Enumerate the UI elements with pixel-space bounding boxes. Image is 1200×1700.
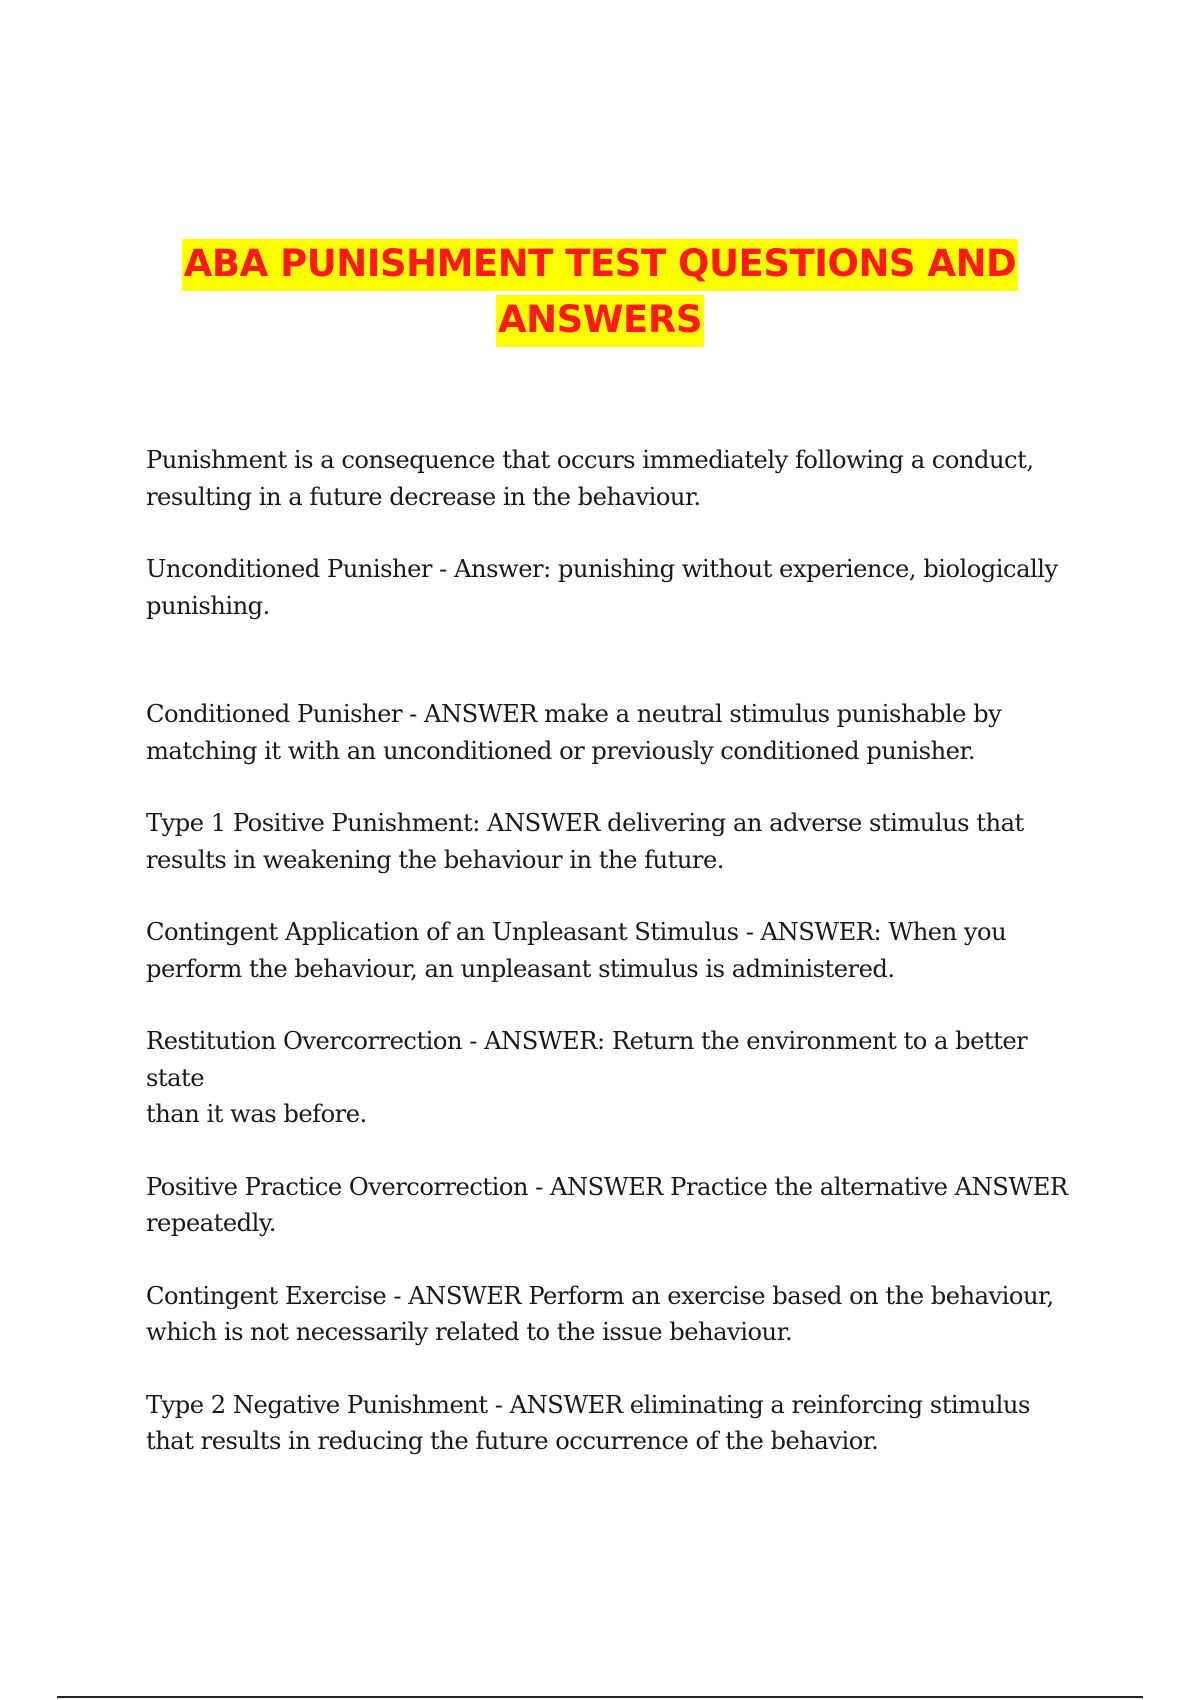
qa-entry-positive-practice-overcorrection — [146, 1169, 1076, 1242]
footer-divider — [57, 1696, 1143, 1698]
entry-line: Contingent Application of an Unpleasant Stimulus - ANSWER: When you — [146, 918, 1007, 946]
entry-line: that results in reducing the future occurrence of the behavior. — [146, 1427, 879, 1455]
entry-line: results in weakening the behaviour in the future. — [146, 845, 724, 874]
qa-entry-type2-negative-punishment — [146, 1387, 1076, 1460]
entry-line: punishing. — [146, 591, 270, 620]
entry-line: which is not necessarily related to the issue behaviour. — [146, 1318, 793, 1346]
title-line-2: ANSWERS — [496, 295, 704, 347]
entry-line: Type 1 Positive Punishment: ANSWER delivering an adverse stimulus that — [146, 809, 1024, 837]
title-line-1: ABA PUNISHMENT TEST QUESTIONS AND — [182, 239, 1019, 291]
qa-list — [146, 442, 1076, 1496]
qa-entry-contingent-exercise — [146, 1278, 1076, 1351]
qa-entry-punishment — [146, 442, 1076, 515]
entry-line: Punishment is a consequence that occurs immediately following a conduct, — [146, 446, 1034, 474]
qa-entry-contingent-application — [146, 914, 1076, 987]
entry-line: Positive Practice Overcorrection - ANSWER Practice the alternative ANSWER — [146, 1172, 1068, 1201]
qa-entry-restitution-overcorrection — [146, 1023, 1076, 1133]
entry-line: repeatedly. — [146, 1209, 276, 1237]
qa-entry-conditioned-punisher — [146, 696, 1076, 769]
entry-line: perform the behaviour, an unpleasant stimulus is administered. — [146, 954, 895, 983]
qa-entry-type1-positive-punishment — [146, 805, 1076, 878]
entry-line: than it was before. — [146, 1100, 367, 1128]
entry-line: Conditioned Punisher - ANSWER make a neutral stimulus punishable by — [146, 700, 1002, 728]
qa-entry-unconditioned-punisher — [146, 551, 1076, 624]
entry-line: Type 2 Negative Punishment - ANSWER eliminating a reinforcing stimulus — [146, 1390, 1030, 1419]
entry-line: matching it with an unconditioned or previously conditioned punisher. — [146, 736, 976, 765]
entry-line: Unconditioned Punisher - Answer: punishing without experience, biologically — [146, 555, 1058, 583]
document-title — [150, 236, 1050, 348]
entry-line: resulting in a future decrease in the behaviour. — [146, 482, 701, 511]
entry-line: Restitution Overcorrection - ANSWER: Return the environment to a better state — [146, 1027, 1028, 1092]
entry-line: Contingent Exercise - ANSWER Perform an exercise based on the behaviour, — [146, 1281, 1054, 1310]
